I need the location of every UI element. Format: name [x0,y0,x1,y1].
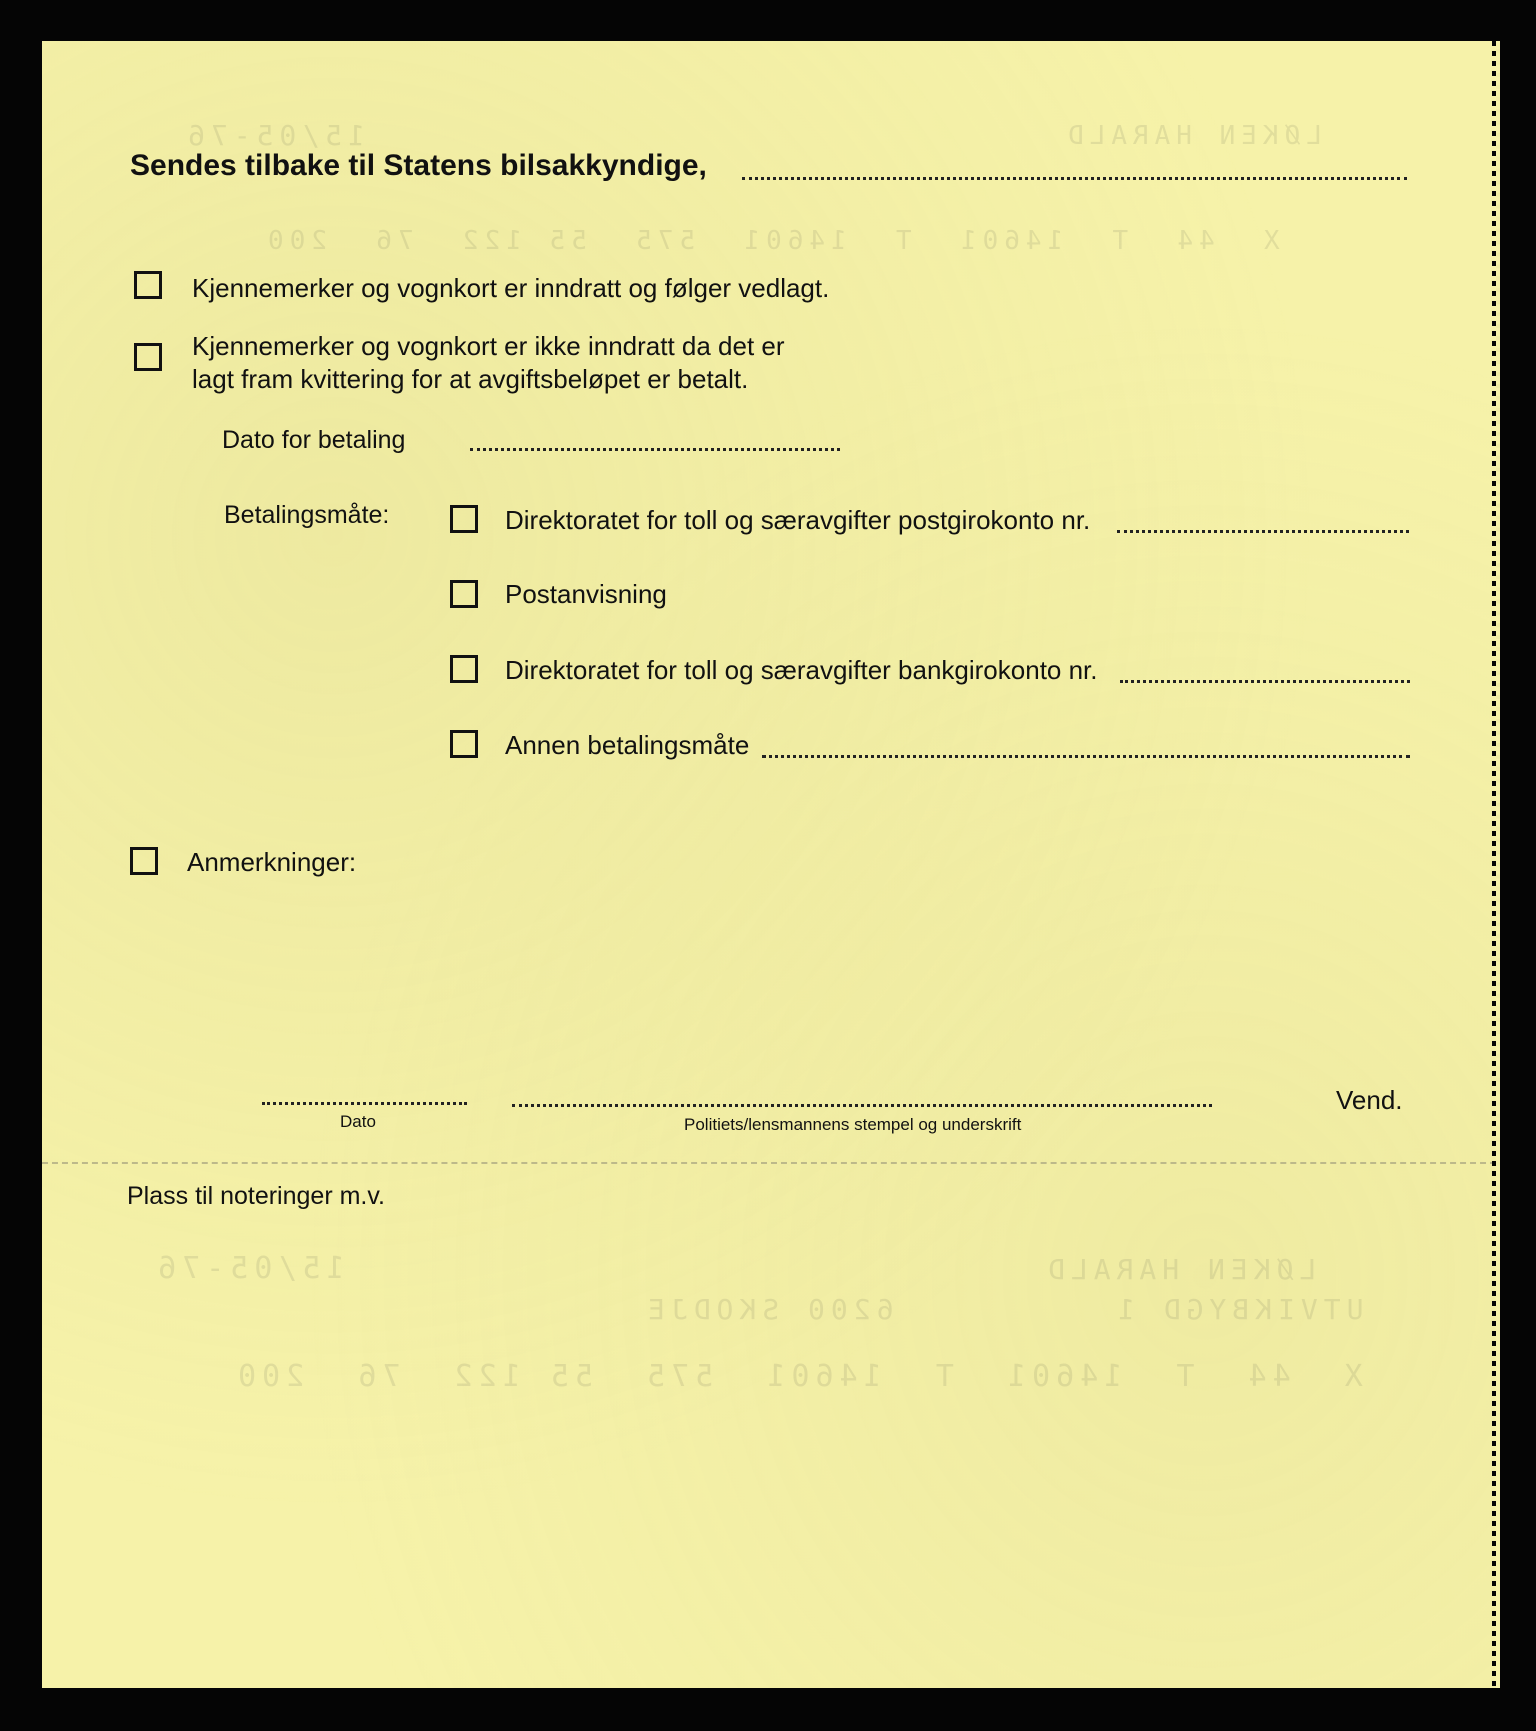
turn-over-label: Vend. [1336,1085,1403,1115]
payment-other-checkbox[interactable] [450,730,478,758]
payment-postanvisning-checkbox[interactable] [450,580,478,608]
payment-date-label: Dato for betaling [222,426,406,454]
payment-method-label: Betalingsmåte: [224,501,390,529]
option-seized-enclosed-checkbox[interactable] [134,271,162,299]
remarks-label: Anmerkninger: [187,847,357,877]
bleed-through-date-bottom: 15/05-76 [152,1251,345,1286]
heading-fill-line[interactable] [742,177,1407,180]
form-heading: Sendes tilbake til Statens bilsakkyndige, [130,149,707,182]
date-field[interactable] [262,1102,467,1105]
payment-bankgiro-checkbox[interactable] [450,655,478,683]
option-not-seized-label-line2: lagt fram kvittering for at avgiftsbeløpet er betalt. [192,364,749,394]
notes-label: Plass til noteringer m.v. [127,1182,385,1210]
bleed-through-name-top: LØKEN HARALD [1062,121,1322,151]
perforation-line [42,1162,1496,1164]
payment-postanvisning-label: Postanvisning [505,579,667,609]
option-not-seized-checkbox[interactable] [134,343,162,371]
bleed-through-place-bottom: 6200 SKODJE [642,1293,894,1326]
bleed-through-code-bottom: X 44 T 14601 T 14601 575 55 122 76 200 [232,1359,1363,1394]
bleed-through-code-top: X 44 T 14601 T 14601 575 55 122 76 200 [262,226,1280,256]
payment-bankgiro-label: Direktoratet for toll og særavgifter bankgirokonto nr. [505,655,1098,685]
option-not-seized-label-line1: Kjennemerker og vognkort er ikke inndratt da det er [192,331,785,361]
payment-postgiro-label: Direktoratet for toll og særavgifter postgirokonto nr. [505,505,1091,535]
signature-field[interactable] [512,1104,1212,1107]
payment-other-label: Annen betalingsmåte [505,730,750,760]
date-caption: Dato [340,1112,376,1131]
perforated-edge [1492,41,1496,1688]
payment-postgiro-checkbox[interactable] [450,505,478,533]
payment-postgiro-field[interactable] [1117,530,1409,533]
bleed-through-date-top: 15/05-76 [182,119,365,152]
payment-other-field[interactable] [762,755,1410,758]
option-seized-enclosed-label: Kjennemerker og vognkort er inndratt og følger vedlagt. [192,273,830,303]
remarks-checkbox[interactable] [130,847,158,875]
bleed-through-address-bottom: UTVIKBYGD 1 [1112,1293,1364,1326]
form-paper [42,41,1500,1688]
payment-bankgiro-field[interactable] [1120,680,1410,683]
bleed-through-name-bottom: LØKEN HARALD [1042,1253,1317,1286]
signature-caption: Politiets/lensmannens stempel og underskrift [684,1115,1022,1134]
payment-date-field[interactable] [470,448,840,451]
